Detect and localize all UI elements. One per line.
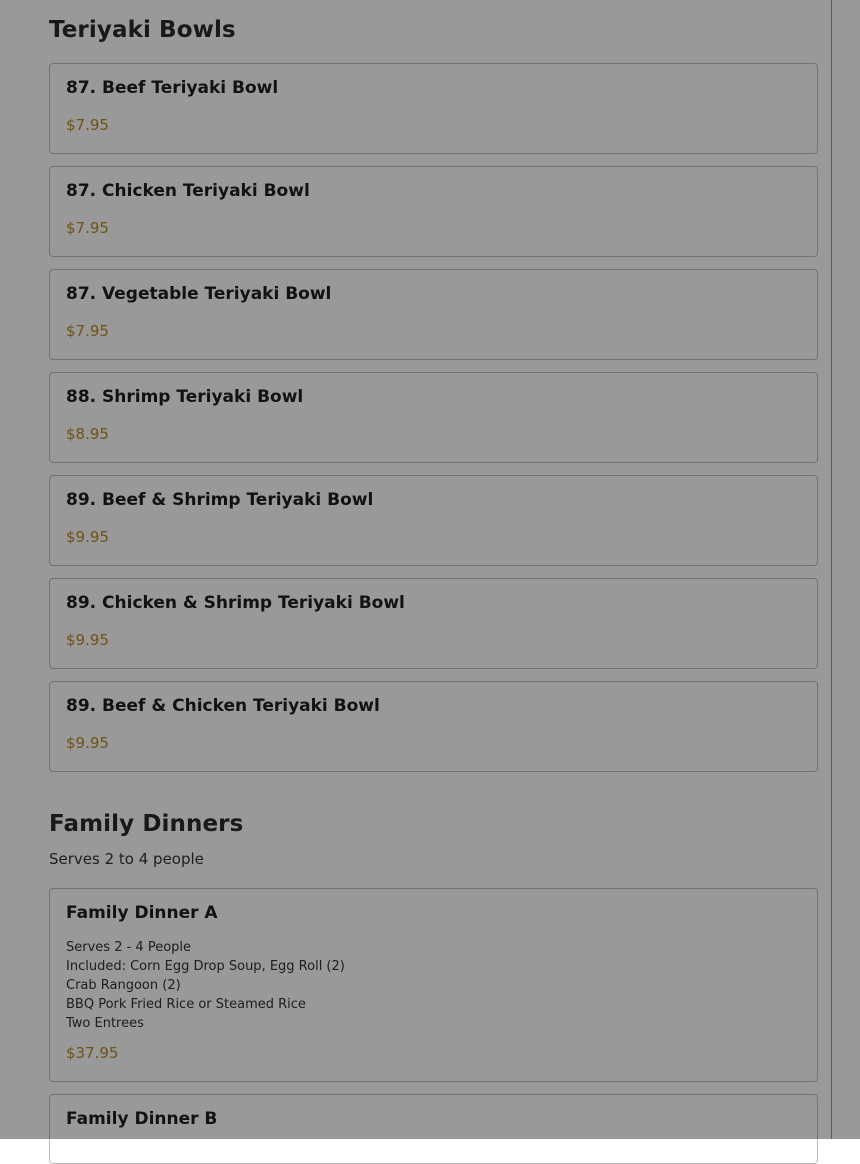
menu-item-name: 87. Vegetable Teriyaki Bowl: [66, 284, 332, 304]
section-title-family-dinners: Family Dinners: [49, 811, 244, 837]
section-subtitle: Serves 2 to 4 people: [49, 850, 204, 868]
menu-item-price: $8.95: [66, 425, 109, 443]
menu-item-name: Family Dinner B: [66, 1109, 218, 1129]
menu-item-name: 88. Shrimp Teriyaki Bowl: [66, 387, 304, 407]
description-line: BBQ Pork Fried Rice or Steamed Rice: [66, 997, 306, 1012]
menu-item-price: $37.95: [66, 1044, 119, 1062]
menu-item-price: $9.95: [66, 734, 109, 752]
menu-item-name: 87. Beef Teriyaki Bowl: [66, 78, 279, 98]
menu-item-vegetable-teriyaki-bowl[interactable]: [49, 269, 818, 360]
menu-item-family-dinner-a[interactable]: [49, 888, 818, 1082]
menu-item-price: $9.95: [66, 631, 109, 649]
menu-item-price: $9.95: [66, 528, 109, 546]
menu-item-name: 89. Chicken & Shrimp Teriyaki Bowl: [66, 593, 405, 613]
menu-item-family-dinner-b[interactable]: [49, 1094, 818, 1164]
menu-item-chicken-shrimp-teriyaki-bowl[interactable]: [49, 578, 818, 669]
menu-item-name: 87. Chicken Teriyaki Bowl: [66, 181, 310, 201]
menu-item-beef-shrimp-teriyaki-bowl[interactable]: [49, 475, 818, 566]
menu-item-price: $7.95: [66, 322, 109, 340]
menu-item-beef-chicken-teriyaki-bowl[interactable]: [49, 681, 818, 772]
menu-item-chicken-teriyaki-bowl[interactable]: [49, 166, 818, 257]
menu-item-price: $7.95: [66, 219, 109, 237]
menu-item-beef-teriyaki-bowl[interactable]: [49, 63, 818, 154]
menu-item-shrimp-teriyaki-bowl[interactable]: [49, 372, 818, 463]
menu-item-name: 89. Beef & Shrimp Teriyaki Bowl: [66, 490, 374, 510]
right-gutter: [832, 0, 860, 1139]
menu-item-name: 89. Beef & Chicken Teriyaki Bowl: [66, 696, 380, 716]
description-line: Serves 2 - 4 People: [66, 940, 192, 955]
description-line: Two Entrees: [66, 1016, 144, 1031]
description-line: Included: Corn Egg Drop Soup, Egg Roll (2): [66, 959, 345, 974]
description-line: Crab Rangoon (2): [66, 978, 181, 993]
menu-item-description: [66, 938, 345, 1033]
section-title-teriyaki-bowls: Teriyaki Bowls: [49, 17, 236, 43]
menu-item-price: $7.95: [66, 116, 109, 134]
menu-item-name: Family Dinner A: [66, 903, 218, 923]
